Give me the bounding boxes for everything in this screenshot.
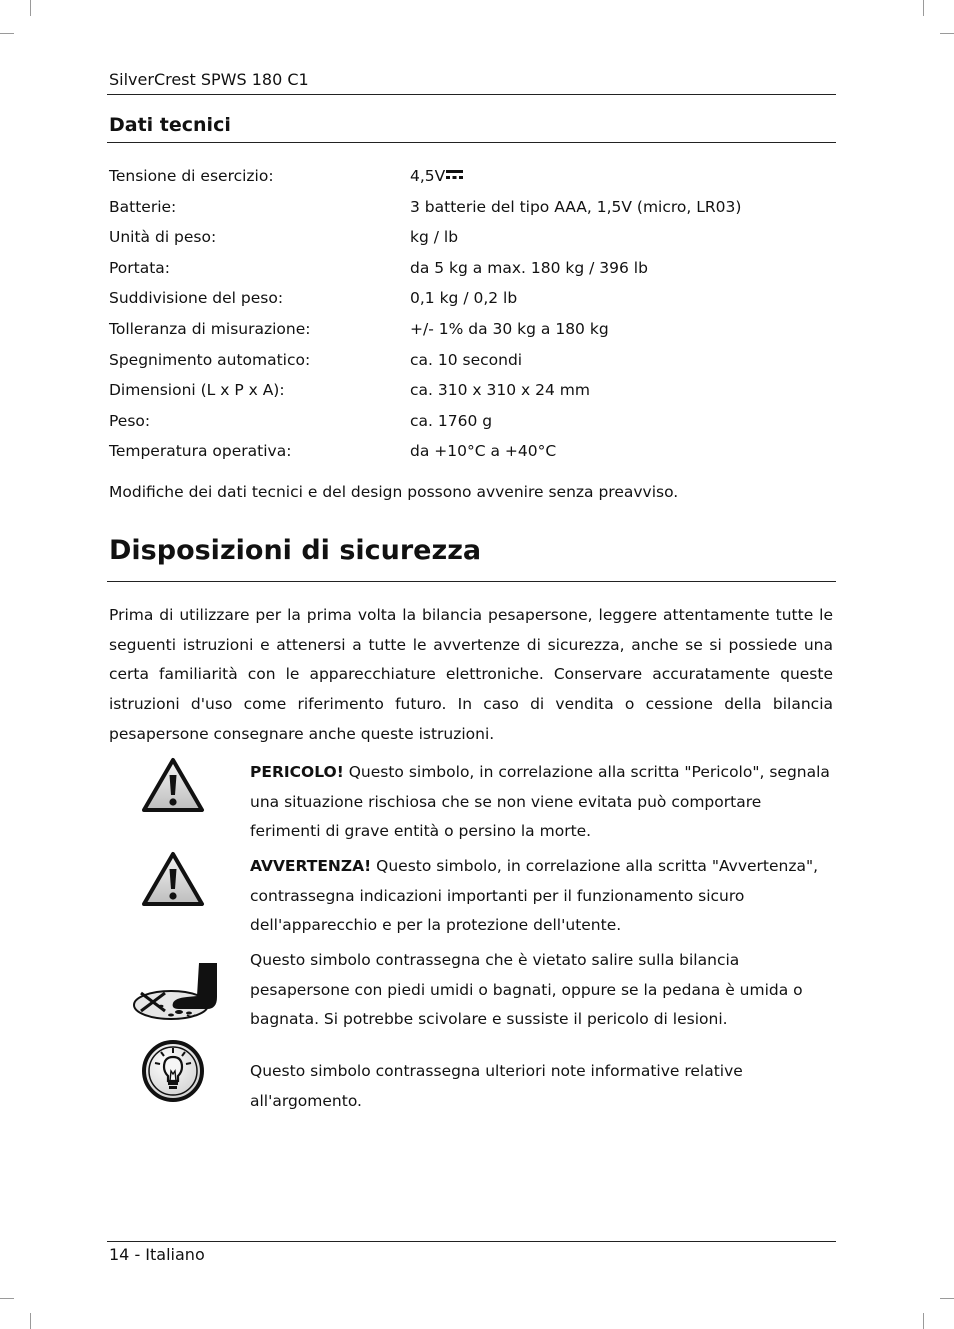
spec-row [109,163,833,194]
spec-value: 3 batterie del tipo AAA, 1,5V (micro, LR03) [410,197,742,216]
tech-note: Modifiche dei dati tecnici e del design possono avvenire senza preavviso. [109,483,679,501]
safety-title-rule [107,581,836,582]
spec-row [109,224,833,255]
warning-label: AVVERTENZA! [250,857,372,875]
spec-label: Tolleranza di misurazione: [109,319,311,338]
info-description: Questo simbolo contrassegna ulteriori note informative relative all'argomento. [250,1062,743,1110]
spec-row [109,255,833,286]
crop-mark [0,1298,14,1299]
spec-value: da +10°C a +40°C [410,442,557,461]
spec-value: da 5 kg a max. 180 kg / 396 lb [410,258,648,277]
spec-label: Unità di peso: [109,228,217,247]
crop-mark [30,1313,31,1329]
crop-mark [923,1313,924,1329]
danger-description: PERICOLO! Questo simbolo, in correlazione alla scritta "Pericolo", segnala una situazione rischiosa che se non viene evitata può comportare ferimenti di grave entità o persino la morte. [250,763,830,840]
tech-title-rule [107,142,836,143]
page-footer: 14 - Italiano [109,1245,205,1264]
footer-rule [107,1241,836,1242]
tech-spec-table [109,163,833,469]
spec-row [109,408,833,439]
spec-row [109,377,833,408]
wet-foot-description: Questo simbolo contrassegna che è vietato salire sulla bilancia pesapersone con piedi umidi o bagnati, oppure se la pedana è umida o bagnata. Si potrebbe scivolare e sussiste il pericolo di lesioni. [250,951,803,1028]
spec-value: 4,5V [410,163,463,189]
safety-intro: Prima di utilizzare per la prima volta la bilancia pesapersone, leggere attentamente tutte le seguenti istruzioni e attenersi a tutte le avvertenze di sicurezza, anche se si possiede una certa familiarità con le apparecchiature elettroniche. Conservare accuratamente queste istruzioni d'uso come riferimento futuro. In caso di vendita o cessione della bilancia pesapersone consegnare anche queste istruzioni. [109,606,833,743]
crop-mark [0,33,14,34]
warning-triangle-icon [141,851,205,911]
spec-value: ca. 10 secondi [410,350,523,369]
warning-description: AVVERTENZA! Questo simbolo, in correlazione alla scritta "Avvertenza", contrassegna indicazioni importanti per il funzionamento sicuro dell'apparecchio e per la protezione dell'utente. [250,857,819,934]
crop-mark [30,0,31,16]
tech-section-title: Dati tecnici [109,114,231,136]
header-rule [107,94,836,95]
spec-label: Tensione di esercizio: [109,167,274,185]
wet-foot-icon [131,961,217,1031]
spec-label: Spegnimento automatico: [109,350,311,369]
spec-label: Batterie: [109,197,177,216]
spec-row [109,194,833,225]
direct-current-icon [446,170,463,180]
crop-mark [940,33,954,34]
crop-mark [940,1298,954,1299]
spec-row [109,285,833,316]
spec-label: Portata: [109,258,171,277]
spec-value: 0,1 kg / 0,2 lb [410,289,518,308]
spec-value: ca. 310 x 310 x 24 mm [410,381,590,400]
spec-value: +/- 1% da 30 kg a 180 kg [410,319,609,338]
warning-triangle-icon [141,757,205,817]
spec-value: ca. 1760 g [410,411,493,430]
spec-row [109,316,833,347]
spec-row [109,347,833,378]
spec-row [109,438,833,469]
spec-value: kg / lb [410,228,459,247]
running-header: SilverCrest SPWS 180 C1 [109,70,309,89]
lightbulb-icon [141,1039,205,1107]
spec-label: Peso: [109,411,151,430]
spec-label: Dimensioni (L x P x A): [109,381,285,400]
safety-section-title: Disposizioni di sicurezza [109,535,482,566]
danger-label: PERICOLO! [250,763,344,781]
spec-label: Suddivisione del peso: [109,289,284,308]
spec-label: Temperatura operativa: [109,442,292,461]
crop-mark [923,0,924,16]
